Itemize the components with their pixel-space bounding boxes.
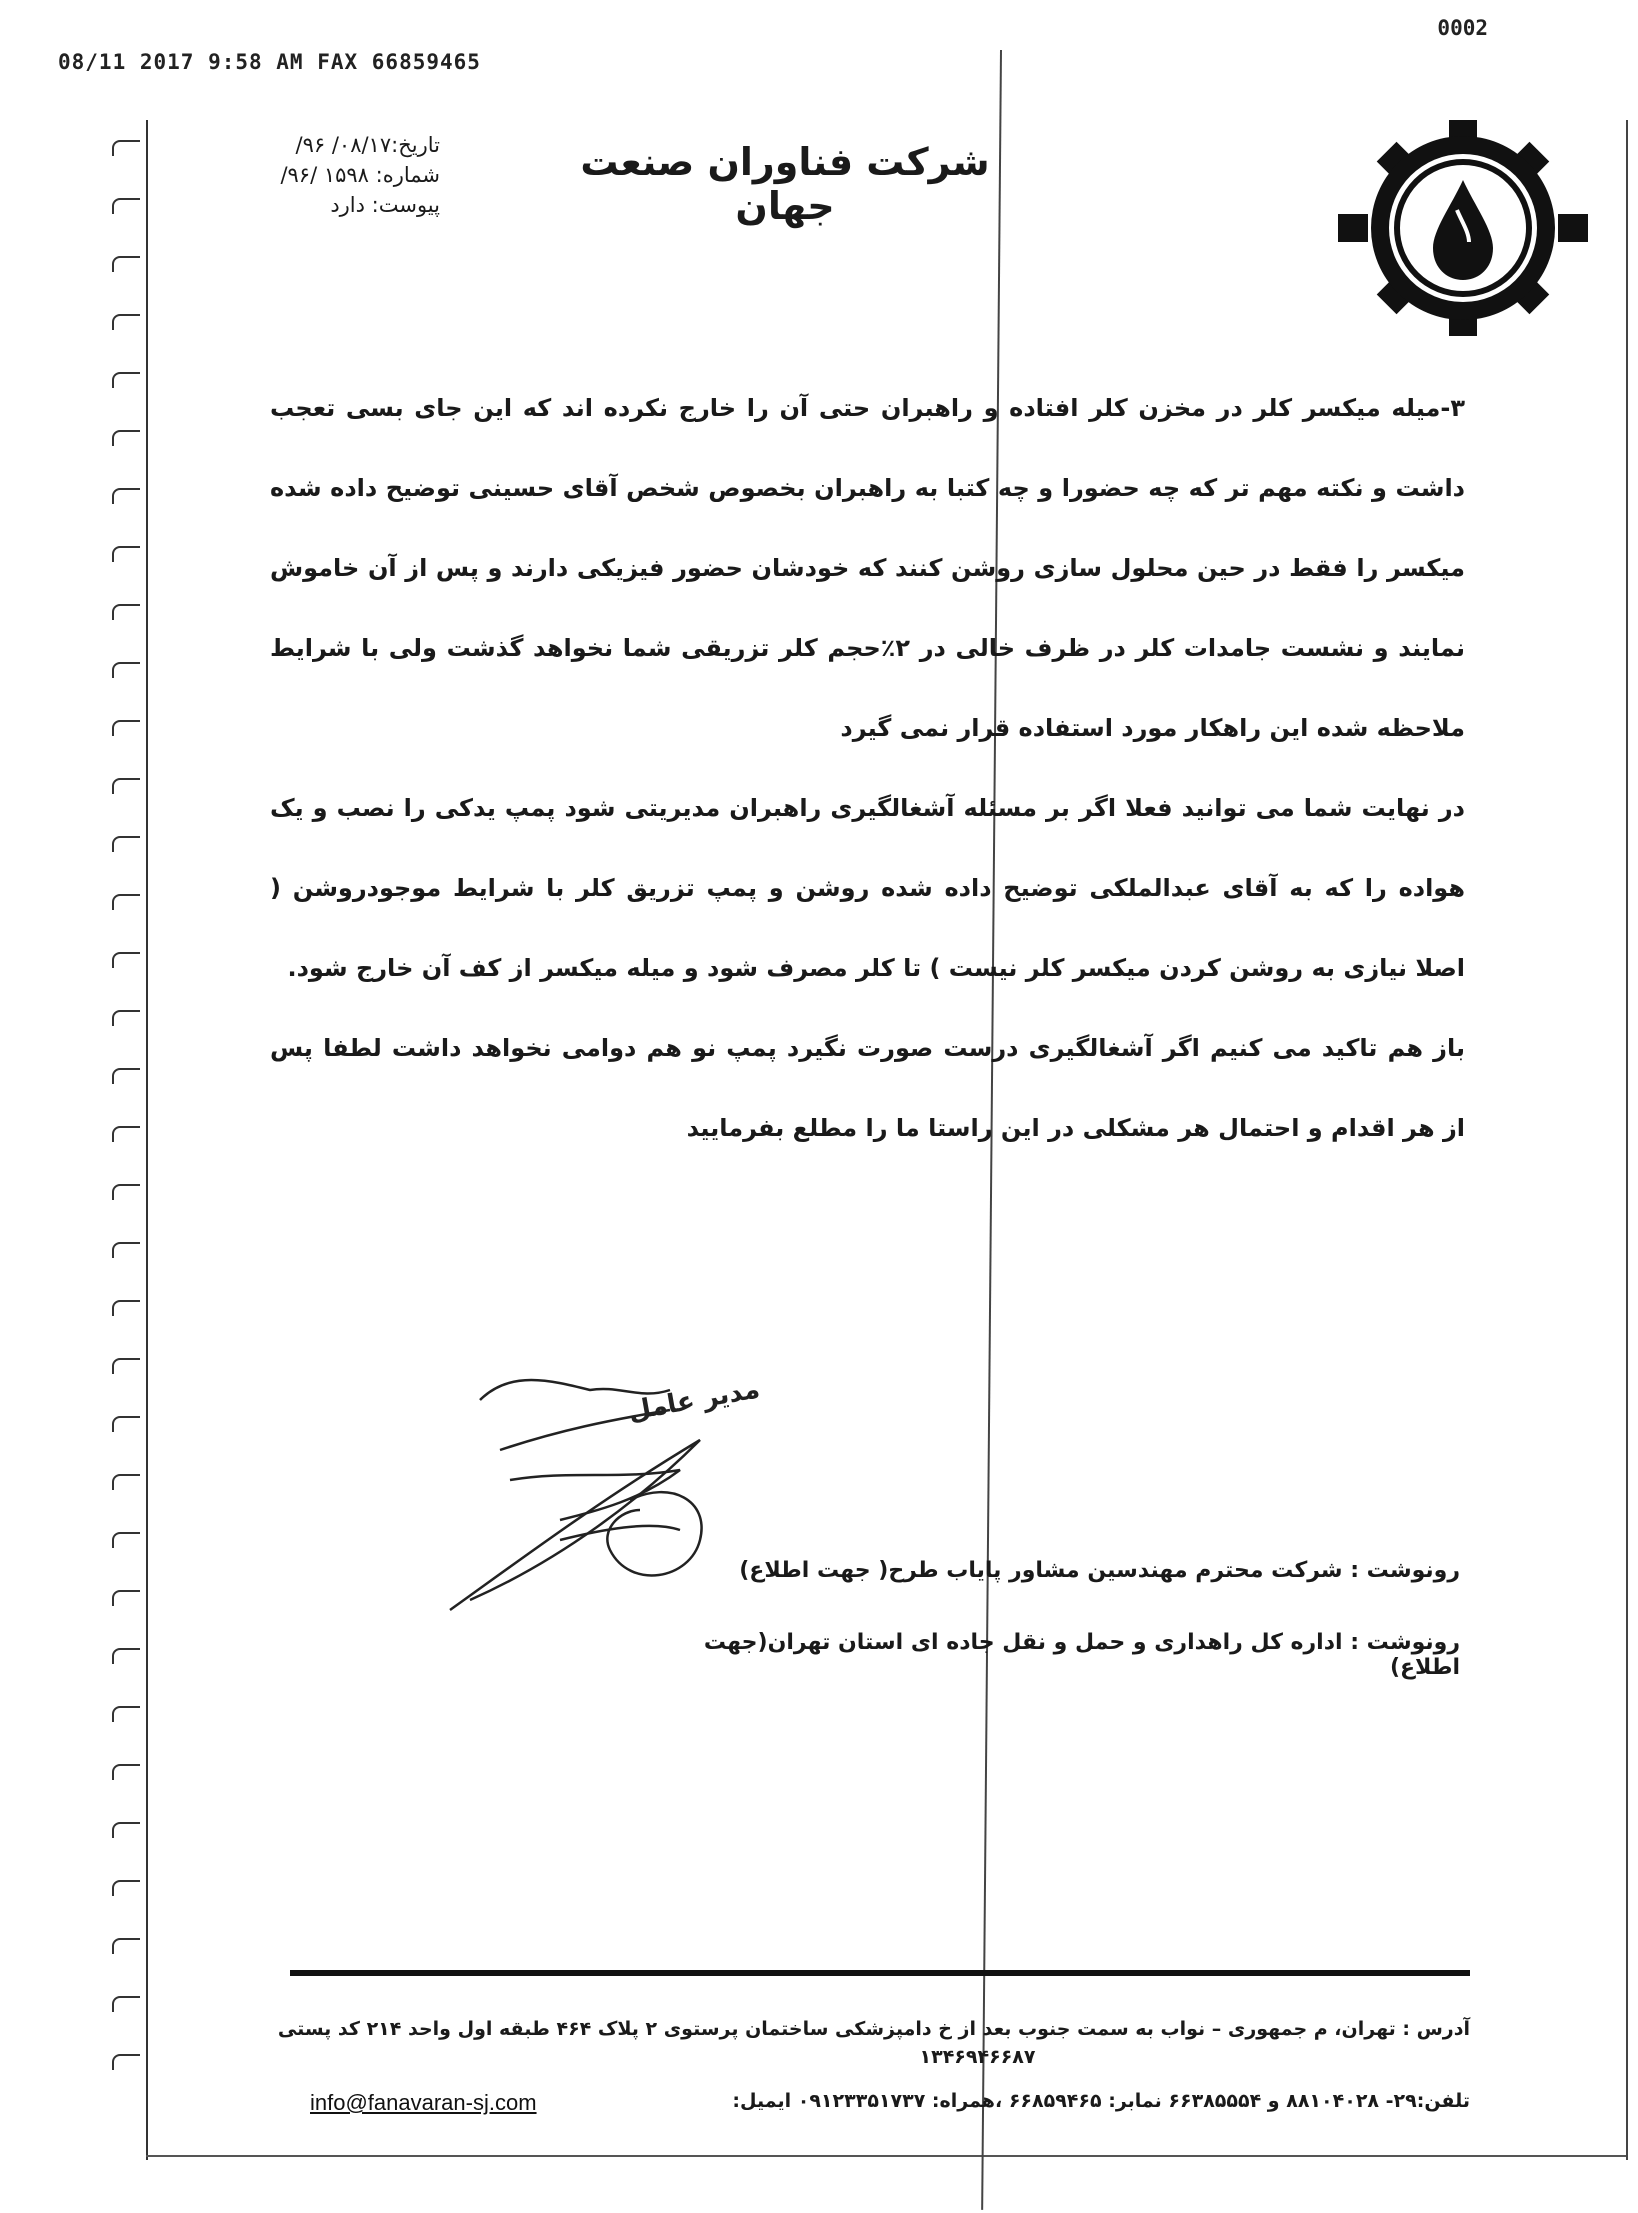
binder-hole-mark xyxy=(112,662,140,678)
binder-hole-mark xyxy=(112,1010,140,1026)
binder-hole-mark xyxy=(112,1764,140,1780)
binder-hole-mark xyxy=(112,488,140,504)
letter-date: تاریخ:۰۸/۱۷/ ۹۶/ xyxy=(295,133,440,157)
binder-hole-mark xyxy=(112,546,140,562)
footer-contact: تلفن:۲۹- ۸۸۱۰۴۰۲۸ و ۶۶۳۸۵۵۵۴ نمابر: ۶۶۸۵۹۴۶۵ ،همراه: ۰۹۱۲۳۳۵۱۷۳۷ ایمیل: xyxy=(732,2090,1470,2112)
binder-hole-mark xyxy=(112,1474,140,1490)
binder-hole-mark xyxy=(112,1822,140,1838)
page-frame-bottom xyxy=(146,2155,1626,2157)
binder-hole-mark xyxy=(112,1532,140,1548)
binder-hole-mark xyxy=(112,1126,140,1142)
binder-hole-mark xyxy=(112,1880,140,1896)
binder-hole-mark xyxy=(112,372,140,388)
binder-hole-mark xyxy=(112,604,140,620)
gear-drop-logo-icon xyxy=(1325,118,1595,338)
postal-code: ۱۳۴۶۹۴۶۶۸۷ xyxy=(919,2046,1036,2068)
binder-hole-mark xyxy=(112,894,140,910)
binder-hole-mark xyxy=(112,778,140,794)
body-paragraph: باز هم تاکید می کنیم اگر آشغالگیری درست صورت نگیرد پمپ نو هم دوامی نخواهد داشت لطفا پس از هر اقدام و احتمال هر مشکلی در این راستا ما را مطلع بفرمایید xyxy=(270,1034,1465,1142)
binder-hole-mark xyxy=(112,198,140,214)
binder-hole-mark xyxy=(112,1300,140,1316)
binder-hole-mark xyxy=(112,1938,140,1954)
binder-hole-mark xyxy=(112,1590,140,1606)
binder-hole-mark xyxy=(112,1996,140,2012)
binder-hole-mark xyxy=(112,836,140,852)
company-name: شرکت فناوران صنعت جهان xyxy=(580,140,990,228)
binder-hole-mark xyxy=(112,2054,140,2070)
binder-hole-mark xyxy=(112,256,140,272)
footer-address xyxy=(265,2015,1470,2071)
binder-hole-mark xyxy=(112,140,140,156)
binder-hole-mark xyxy=(112,1706,140,1722)
binder-hole-mark xyxy=(112,1242,140,1258)
body-paragraph: ۳-میله میکسر کلر در مخزن کلر افتاده و راهبران حتی آن را خارج نکرده اند که این جای بسی تعجب داشت و نکته مهم تر که چه حضورا و چه کتبا به راهبران بخصوص شخص آقای حسینی توضیح داده شده میکسر را فقط در حین محلول سازی روشن کنند که خودشان حضور فیزیکی دارند و پس از آن خاموش نمایند و نشست جامدات کلر در ظرف خالی در ۲٪حجم کلر تزریقی شما نخواهد گذشت ولی با شرایط ملاحظه شده این راهکار مورد استفاده قرار نمی گیرد xyxy=(270,394,1465,742)
binder-hole-mark xyxy=(112,952,140,968)
signature-title: مدیر عامل xyxy=(626,1374,763,1427)
binder-hole-mark xyxy=(112,1416,140,1432)
email-link[interactable]: info@fanavaran-sj.com xyxy=(310,2090,537,2115)
binder-hole-mark xyxy=(112,720,140,736)
fax-header: 08/11 2017 9:58 AM FAX 66859465 xyxy=(58,50,481,74)
binder-hole-mark xyxy=(112,1068,140,1084)
body-paragraph: در نهایت شما می توانید فعلا اگر بر مسئله آشغالگیری راهبران مدیریتی شود پمپ یدکی را نصب و یک هواده را که به آقای عبدالملکی توضیح داده شده روشن و پمپ تزریق کلر با شرایط موجودروشن ( اصلا نیازی به روشن کردن میکسر کلر نیست ) تا کلر مصرف شود و میله میکسر از کف آن خارج شود. xyxy=(270,794,1465,982)
cc-line-2: رونوشت : اداره کل راهداری و حمل و نقل جاده ای استان تهران(جهت اطلاع) xyxy=(703,1630,1460,1680)
signature-stamp xyxy=(440,1360,770,1630)
letter-number: شماره: ۱۵۹۸ /۹۶/ xyxy=(280,163,440,187)
cc-line-1: رونوشت : شرکت محترم مهندسین مشاور پایاب طرح( جهت اطلاع) xyxy=(739,1558,1460,1583)
binder-hole-mark xyxy=(112,430,140,446)
page-frame-right xyxy=(1626,120,1628,2160)
binder-hole-mark xyxy=(112,1184,140,1200)
binder-hole-mark xyxy=(112,314,140,330)
footer-rule xyxy=(290,1970,1470,1976)
letter-attachment: پیوست: دارد xyxy=(330,193,440,217)
address-text: آدرس : تهران، م جمهوری – نواب به سمت جنوب بعد از خ دامپزشکی ساختمان پرستوی ۲ پلاک ۴۶۴ طبقه اول واحد ۲۱۴ کد پستی xyxy=(277,2018,1470,2040)
letter-body xyxy=(270,368,1465,1168)
binder-hole-marks xyxy=(112,140,152,2140)
binder-hole-mark xyxy=(112,1358,140,1374)
binder-hole-mark xyxy=(112,1648,140,1664)
letter-meta xyxy=(240,130,440,220)
fax-page-number: 0002 xyxy=(1437,16,1488,40)
